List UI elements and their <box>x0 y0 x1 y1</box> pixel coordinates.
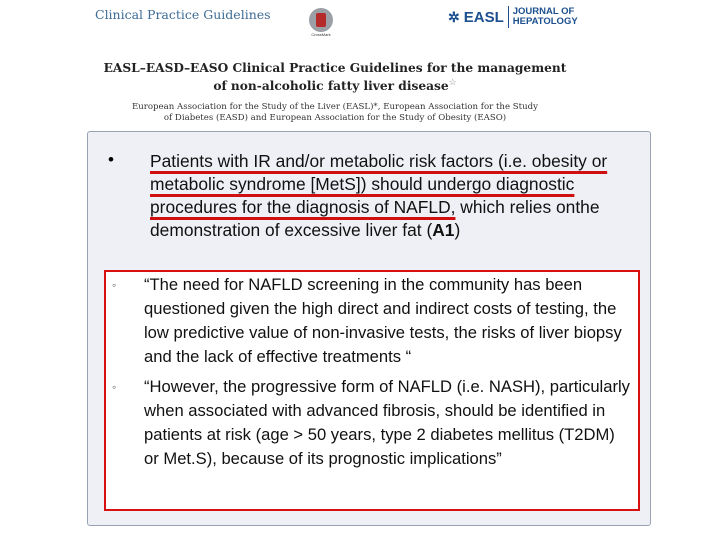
divider <box>508 6 509 28</box>
crossmark-logo[interactable] <box>307 8 335 36</box>
journal-name-1: JOURNAL OF <box>512 6 575 17</box>
bullet: • <box>108 150 114 169</box>
highlight-box <box>104 270 640 511</box>
journal-logo <box>448 6 578 28</box>
quote-1: “The need for NAFLD screening in the community has been questioned given the high direct and indirect costs of testing, the low predictive value of non-invasive tests, the risks of liver biopsy and the lack of effective treatments “ <box>144 275 622 366</box>
crossmark-icon <box>309 8 333 32</box>
quote-2: “However, the progressive form of NAFLD (i.e. NASH), particularly when associated with advanced fibrosis, should be identified in patients at risk (age > 50 years, type 2 diabetes mellitus (T2DM) or Met.S), because of its prognostic implications” <box>144 377 630 468</box>
authors: European Association for the Study of the Liver (EASL)*, European Association for the Study of Diabetes (EASD) and European Association for the Study of Obesity (EASO) <box>131 102 539 123</box>
easl-stars-icon: ✲ <box>448 8 460 25</box>
bullet-icon: ◦ <box>112 380 117 394</box>
section-label: Clinical Practice Guidelines <box>95 7 271 22</box>
journal-name-2: HEPATOLOGY <box>512 16 578 27</box>
easl-label: EASL <box>463 8 504 26</box>
crossmark-label: CrossMark <box>311 32 331 37</box>
paper-title: EASL–EASD–EASO Clinical Practice Guidelines for the management of non-alcoholic fatty liver disease☆ <box>103 61 567 94</box>
recommendation-text: Patients with IR and/or metabolic risk factors (i.e. obesity or metabolic syndrome [MetS]) should undergo diagnostic procedures for the diagnosis of NAFLD, which relies onthe demonstration of excessive liver fat (A1) <box>150 151 608 240</box>
bullet-icon: ◦ <box>112 278 117 292</box>
